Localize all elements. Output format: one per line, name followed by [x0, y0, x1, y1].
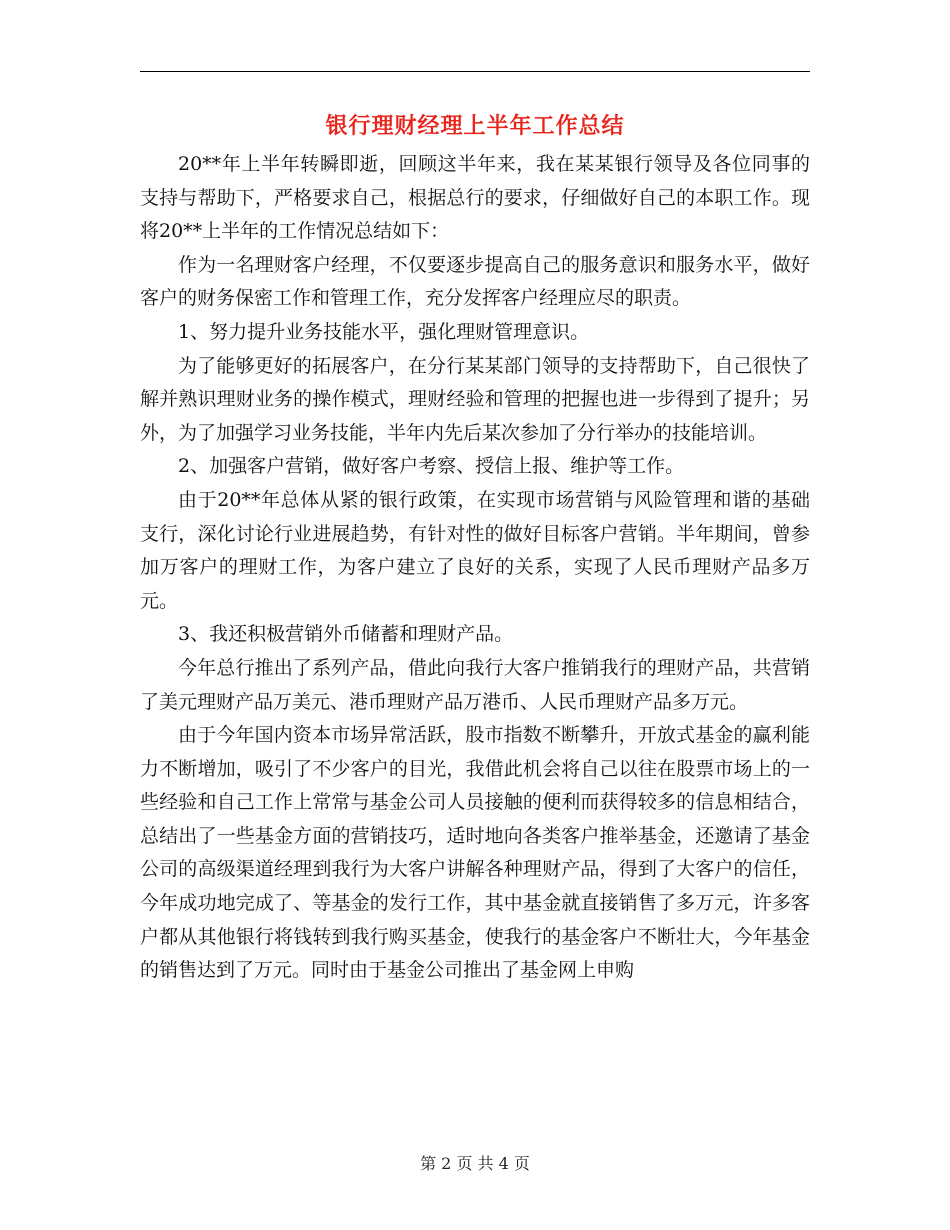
- document-title: 银行理财经理上半年工作总结: [325, 113, 625, 139]
- paragraph-products: 今年总行推出了系列产品，借此向我行大客户推销我行的理财产品，共营销了美元理财产品万美元、港币理财产品万港币、人民币理财产品多万元。: [140, 656, 810, 713]
- paragraph-role: 作为一名理财客户经理，不仅要逐步提高自己的服务意识和服务水平，做好客户的财务保密工作和管理工作，充分发挥客户经理应尽的职责。: [140, 253, 810, 310]
- paragraph-intro: 20**年上半年转瞬即逝，回顾这半年来，我在某某银行领导及各位同事的支持与帮助下，严格要求自己，根据总行的要求，仔细做好自己的本职工作。现将20**上半年的工作情况总结如下：: [140, 153, 810, 243]
- page-number: 第 2 页 共 4 页: [420, 1154, 530, 1173]
- paragraph-skills: 为了能够更好的拓展客户，在分行某某部门领导的支持帮助下，自己很快了解并熟识理财业务的操作模式，理财经验和管理的把握也进一步得到了提升；另外，为了加强学习业务技能，半年内先后某次参加了分行举办的技能培训。: [140, 354, 810, 444]
- paragraph-funds: 由于今年国内资本市场异常活跃，股市指数不断攀升，开放式基金的赢利能力不断增加，吸引了不少客户的目光，我借此机会将自己以往在股票市场上的一些经验和自己工作上常常与基金公司人员接触的便利而获得较多的信息相结合，总结出了一些基金方面的营销技巧，适时地向各类客户推举基金，还邀请了基金公司的高级渠道经理到我行为大客户讲解各种理财产品，得到了大客户的信任，今年成功地完成了、等基金的发行工作，其中基金就直接销售了多万元，许多客户都从其他银行将钱转到我行购买基金，使我行的基金客户不断壮大，今年基金的销售达到了万元。同时由于基金公司推出了基金网上申购: [140, 724, 810, 982]
- header-rule: [140, 71, 810, 72]
- section-heading-1: 1、努力提升业务技能水平，强化理财管理意识。: [178, 320, 590, 343]
- paragraph-marketing: 由于20**年总体从紧的银行政策，在实现市场营销与风险管理和谐的基础支行，深化讨论行业进展趋势，有针对性的做好目标客户营销。半年期间，曾参加万客户的理财工作，为客户建立了良好的关系，实现了人民币理财产品多万元。: [140, 488, 810, 612]
- section-heading-3: 3、我还积极营销外币储蓄和理财产品。: [178, 623, 514, 646]
- document-body: [140, 148, 810, 988]
- section-heading-2: 2、加强客户营销，做好客户考察、授信上报、维护等工作。: [178, 455, 685, 478]
